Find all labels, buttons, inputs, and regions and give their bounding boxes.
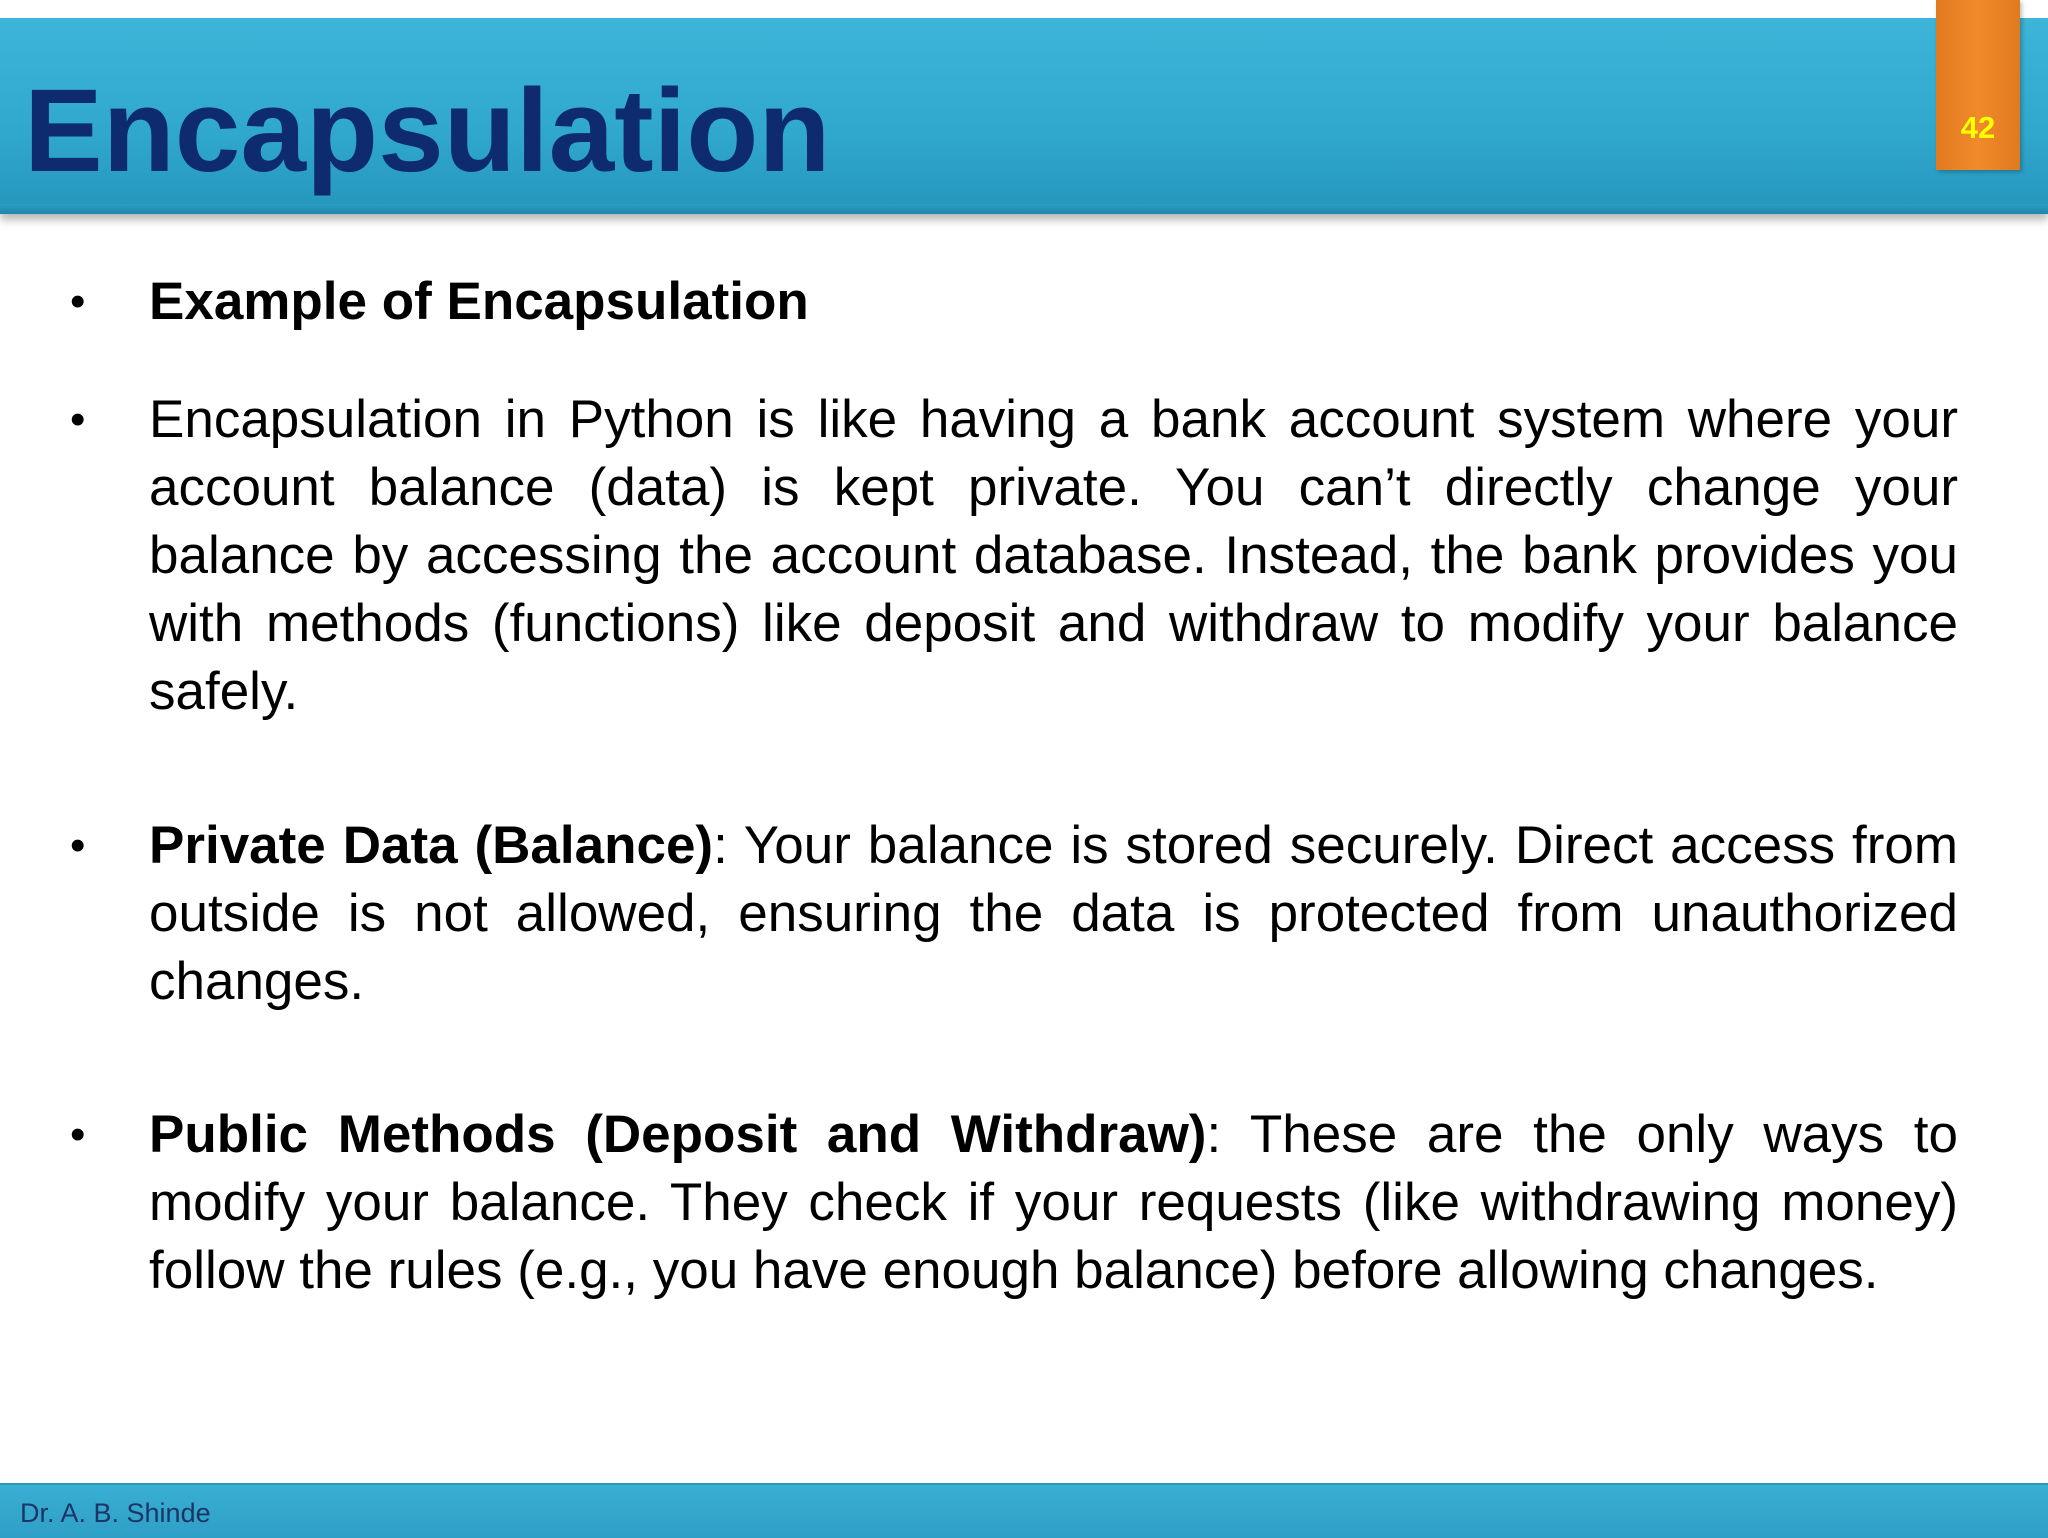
bullet-item (70, 812, 1958, 1016)
footer-author: Dr. A. B. Shinde (20, 1498, 211, 1528)
title-bar-bottom-edge (0, 204, 2048, 214)
slide-title: Encapsulation (24, 65, 831, 197)
bullet-dot: • (70, 1110, 86, 1159)
bullet-item (70, 1101, 1958, 1305)
bullet-item (70, 386, 1958, 726)
bullet-text: : These are the only ways to modify your balance. They check if your requests (like withdrawing money) follow the rules (e.g., you have enough balance) before allowing changes. (149, 1105, 1958, 1300)
bullet-heading: Public Methods (Deposit and Withdraw) (149, 1105, 1207, 1164)
bullet-text: Encapsulation in Python is like having a bank account system where your account balance (data) is kept private. You can’t directly change your balance by accessing the account database. Instead, the bank provides you with methods (functions) like deposit and withdraw to modify your balance safely. (149, 390, 1958, 721)
footer-bar (0, 1483, 2048, 1538)
bullet-dot: • (70, 821, 86, 870)
bullet-dot: • (70, 395, 86, 444)
page-number: 42 (1960, 110, 1996, 145)
bullet-text: : Your balance is stored securely. Direct access from outside is not allowed, ensuring the data is protected from unauthorized changes. (149, 816, 1959, 1011)
page-number-tab (1936, 0, 2020, 170)
top-strip (0, 0, 2048, 18)
slide-content (70, 268, 1958, 1305)
title-bar (0, 18, 2048, 214)
bullet-heading: Private Data (Balance) (149, 816, 714, 875)
bullet-item (70, 268, 1958, 336)
bullet-heading: Example of Encapsulation (149, 272, 809, 331)
bullet-dot: • (70, 277, 86, 326)
